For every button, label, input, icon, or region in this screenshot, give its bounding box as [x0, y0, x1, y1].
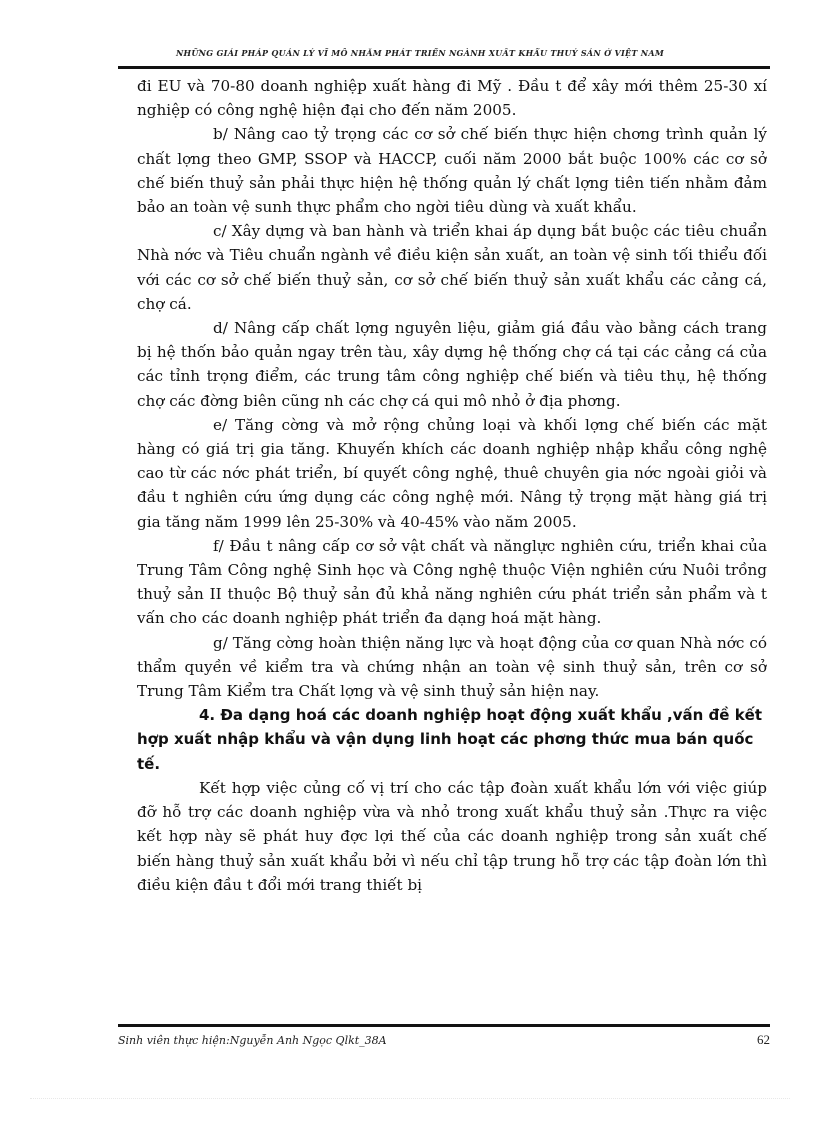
- paragraph-g: g/ Tăng cờng hoàn thiện năng lực và hoạt động của cơ quan Nhà nớc có thẩm quyền về kiểm tra và chứng nhận an toàn vệ sinh thuỷ sản, trên cơ sở Trung Tâm Kiểm tra Chất lợng và vệ sinh thuỷ sản hiện nay.: [137, 633, 767, 701]
- paragraph-e: e/ Tăng cờng và mở rộng chủng loại và khối lợng chế biến các mặt hàng có giá trị gia tăng. Khuyến khích các doanh nghiệp nhập khẩu công nghệ cao từ các nớc phát triển, bí quyết công nghệ, thuê chuyên gia nớc ngoài giỏi và đầu t nghiên cứu ứng dụng các công nghệ mới. Nâng tỷ trọng mặt hàng giá trị gia tăng năm 1999 lên 25-30% và 40-45% vào năm 2005.: [137, 415, 767, 531]
- page-number: 62: [757, 1032, 770, 1047]
- footer-rule: [118, 1024, 770, 1027]
- paragraph-f: f/ Đầu t nâng cấp cơ sở vật chất và nănglực nghiên cứu, triển khai của Trung Tâm Công nghệ Sinh học và Công nghệ thuộc Viện nghiên cứu Nuôi trồng thuỷ sản II thuộc Bộ thuỷ sản đủ khả năng nghiên cứu phát triển sản phẩm và t vấn cho các doanh nghiệp phát triển đa dạng hoá mặt hàng.: [137, 536, 767, 628]
- paragraph-final: Kết hợp việc củng cố vị trí cho các tập đoàn xuất khẩu lớn với việc giúp đỡ hỗ trợ các doanh nghiệp vừa và nhỏ trong xuất khẩu thuỷ sản .Thực ra việc kết hợp này sẽ phát huy đợc lợi thế của các doanh nghiệp trong sản xuất chế biến hàng thuỷ sản xuất khẩu bởi vì nếu chỉ tập trung hỗ trợ các tập đoàn lớn thì điều kiện đầu t đổi mới trang thiết bị: [137, 778, 767, 894]
- paragraph-b: b/ Nâng cao tỷ trọng các cơ sở chế biến thực hiện chơng trình quản lý chất lợng theo GMP, SSOP và HACCP, cuối năm 2000 bắt buộc 100% các cơ sở chế biến thuỷ sản phải thực hiện hệ thống quản lý chất lợng tiên tiến nhằm đảm bảo an toàn vệ sunh thực phẩm cho ngời tiêu dùng và xuất khẩu.: [137, 125, 767, 217]
- paragraph-intro: đi EU và 70-80 doanh nghiệp xuất hàng đi Mỹ . Đầu t để xây mới thêm 25-30 xí nghiệp có công nghệ hiện đại cho đến năm 2005.: [137, 77, 767, 120]
- section-heading-4: 4. Đa dạng hoá các doanh nghiệp hoạt động xuất khẩu ,vấn đề kết hợp xuất nhập khẩu và vận dụng linh hoạt các phơng thức mua bán quốc tế.: [137, 706, 763, 773]
- page-edge-divider: [30, 1098, 790, 1099]
- header-rule: [118, 66, 770, 69]
- page-body: [137, 74, 767, 1026]
- paragraph-c: c/ Xây dựng và ban hành và triển khai áp dụng bắt buộc các tiêu chuẩn Nhà nớc và Tiêu chuẩn ngành về điều kiện sản xuất, an toàn vệ sinh tối thiểu đối với các cơ sở chế biến thuỷ sản, cơ sở chế biến thuỷ sản xuất khẩu các cảng cá, chợ cá.: [137, 222, 767, 313]
- footer-author: Sinh viên thực hiện:Nguyễn Anh Ngọc Qlkt_38A: [118, 1034, 387, 1047]
- paragraph-d: d/ Nâng cấp chất lợng nguyên liệu, giảm giá đầu vào bằng cách trang bị hệ thốn bảo quản ngay trên tàu, xây dựng hệ thống chợ cá tại các cảng cá của các tỉnh trọng điểm, các trung tâm công nghiệp chế biến và tiêu thụ, hệ thống chợ các đờng biên cũng nh các chợ cá qui mô nhỏ ở địa phơng.: [137, 319, 767, 410]
- running-header: NHỮNG GIẢI PHÁP QUẢN LÝ VĨ MÔ NHẰM PHÁT TRIỂN NGÀNH XUẤT KHẨU THUỶ SẢN Ở VIỆT NAM: [175, 48, 665, 58]
